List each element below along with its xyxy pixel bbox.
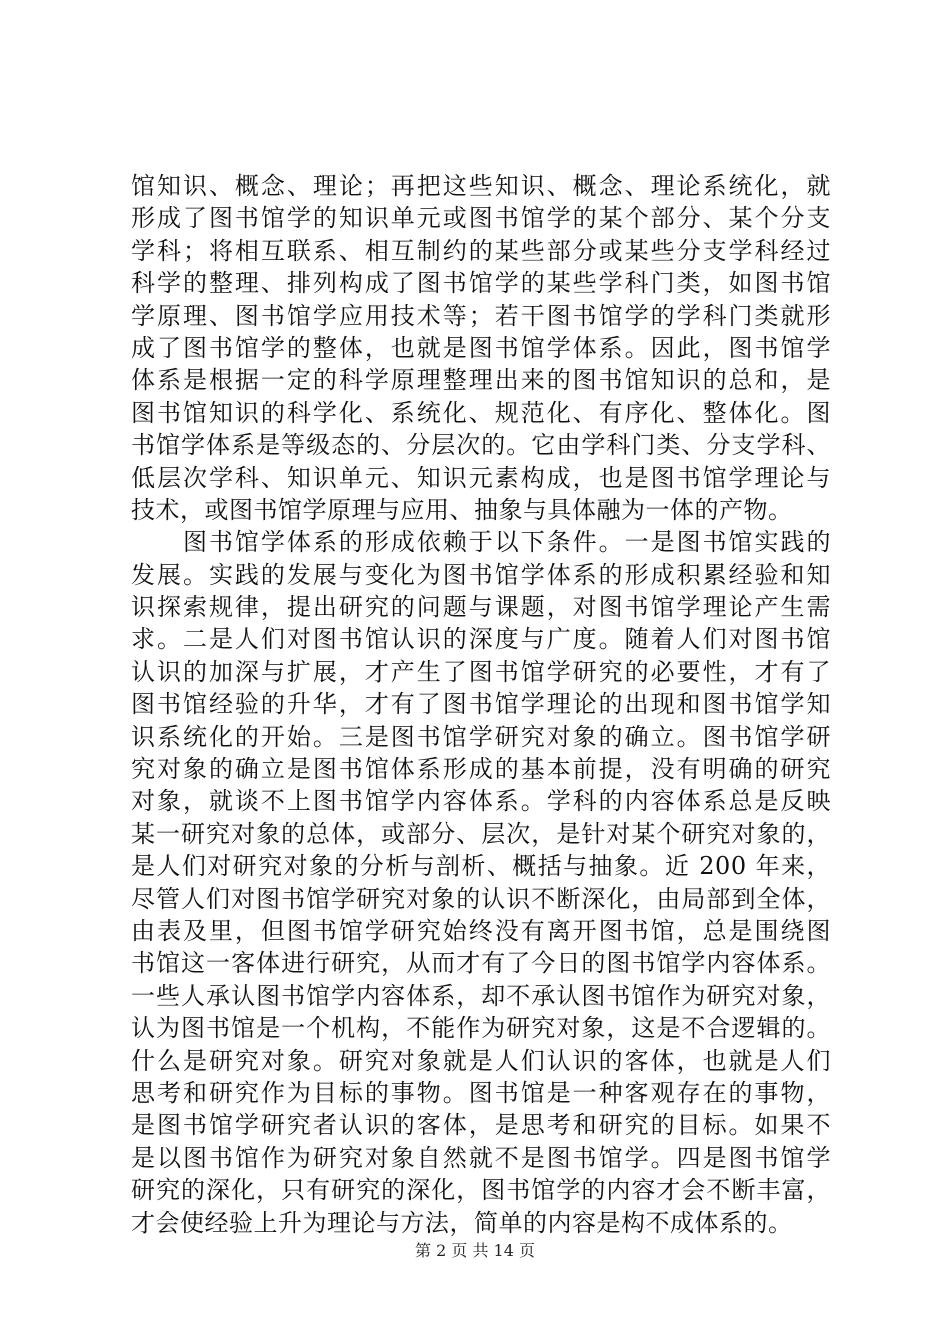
text-line: 什么是研究对象。研究对象就是人们认识的客体，也就是人们 [131, 1046, 831, 1075]
text-line: 对象，就谈不上图书馆学内容体系。学科的内容体系总是反映 [131, 787, 831, 816]
text-line: 图书馆知识的科学化、系统化、规范化、有序化、整体化。图 [131, 398, 831, 427]
text-line: 科学的整理、排列构成了图书馆学的某些学科门类，如图书馆 [131, 269, 831, 298]
text-line: 由表及里，但图书馆学研究始终没有离开图书馆，总是围绕图 [131, 916, 831, 945]
text-line: 某一研究对象的总体，或部分、层次，是针对某个研究对象的， [131, 819, 831, 848]
text-line: 低层次学科、知识单元、知识元素构成，也是图书馆学理论与 [131, 463, 831, 492]
text-line: 是图书馆学研究者认识的客体，是思考和研究的目标。如果不 [131, 1111, 831, 1140]
text-line: 认为图书馆是一个机构，不能作为研究对象，这是不合逻辑的。 [131, 1014, 831, 1043]
text-line: 尽管人们对图书馆学研究对象的认识不断深化，由局部到全体， [131, 884, 831, 913]
body-text [131, 170, 831, 1239]
text-line: 识探索规律，提出研究的问题与课题，对图书馆学理论产生需 [131, 593, 831, 622]
text-line: 书馆这一客体进行研究，从而才有了今日的图书馆学内容体系。 [131, 949, 831, 978]
text-line: 研究的深化，只有研究的深化，图书馆学的内容才会不断丰富， [131, 1176, 831, 1205]
text-line: 形成了图书馆学的知识单元或图书馆学的某个部分、某个分支 [131, 204, 831, 233]
text-line: 图书馆经验的升华，才有了图书馆学理论的出现和图书馆学知 [131, 690, 831, 719]
text-line: 图书馆学体系的形成依赖于以下条件。一是图书馆实践的 [131, 528, 831, 557]
text-line: 是以图书馆作为研究对象自然就不是图书馆学。四是图书馆学 [131, 1143, 831, 1172]
text-line: 馆知识、概念、理论；再把这些知识、概念、理论系统化，就 [131, 172, 831, 200]
text-line: 成了图书馆学的整体，也就是图书馆学体系。因此，图书馆学 [131, 333, 831, 362]
text-line: 学原理、图书馆学应用技术等；若干图书馆学的学科门类就形 [131, 301, 831, 330]
text-line: 发展。实践的发展与变化为图书馆学体系的形成积累经验和知 [131, 560, 831, 589]
text-line: 思考和研究作为目标的事物。图书馆是一种客观存在的事物， [131, 1078, 831, 1107]
page-number-footer: 第 2 页 共 14 页 [415, 1241, 535, 1260]
text-line: 学科；将相互联系、相互制约的某些部分或某些分支学科经过 [131, 236, 831, 265]
text-line: 技术，或图书馆学原理与应用、抽象与具体融为一体的产物。 [131, 495, 793, 524]
text-line: 书馆学体系是等级态的、分层次的。它由学科门类、分支学科、 [131, 431, 831, 460]
text-line: 求。二是人们对图书馆认识的深度与广度。随着人们对图书馆 [131, 625, 831, 654]
text-line: 才会使经验上升为理论与方法，简单的内容是构不成体系的。 [131, 1208, 793, 1237]
text-line: 一些人承认图书馆学内容体系，却不承认图书馆作为研究对象， [131, 981, 831, 1010]
text-line: 是人们对研究对象的分析与剖析、概括与抽象。近 200 年来， [131, 852, 831, 881]
text-line: 认识的加深与扩展，才产生了图书馆学研究的必要性，才有了 [131, 657, 831, 686]
text-line: 究对象的确立是图书馆体系形成的基本前提，没有明确的研究 [131, 755, 831, 784]
text-line: 识系统化的开始。三是图书馆学研究对象的确立。图书馆学研 [131, 722, 831, 751]
text-line: 体系是根据一定的科学原理整理出来的图书馆知识的总和，是 [131, 366, 831, 395]
